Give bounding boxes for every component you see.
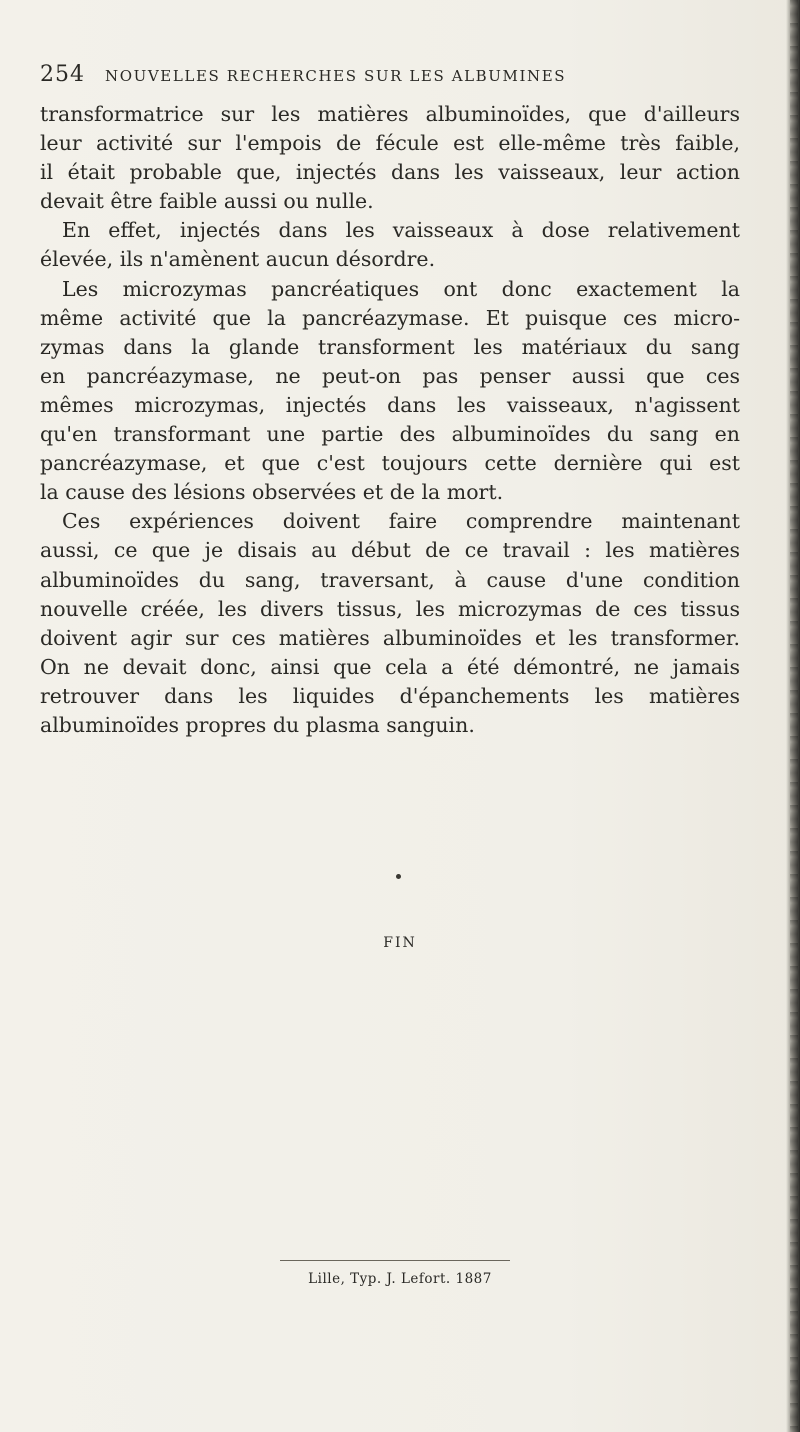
- running-head: NOUVELLES RECHERCHES SUR LES ALBUMINES: [105, 67, 567, 85]
- text-line: doivent agir sur ces matières albuminoïdes et les transformer.: [40, 625, 740, 650]
- text-line: aussi, ce que je disais au début de ce travail : les matières: [40, 538, 740, 563]
- footer-rule: [280, 1260, 510, 1261]
- text-line: leur activité sur l'empois de fécule est elle-même très faible,: [40, 131, 740, 156]
- printer-imprint: Lille, Typ. J. Lefort. 1887: [308, 1271, 492, 1287]
- text-line: qu'en transformant une partie des albuminoïdes du sang en: [40, 422, 740, 447]
- page-edge-texture: [790, 0, 798, 1432]
- text-line: pancréazymase, et que c'est toujours cette dernière qui est: [40, 451, 740, 476]
- paragraph: [40, 275, 740, 508]
- paragraph: [40, 216, 740, 274]
- text-line: retrouver dans les liquides d'épanchements les matières: [40, 683, 740, 708]
- text-line: On ne devait donc, ainsi que cela a été démontré, ne jamais: [40, 654, 740, 679]
- text-line: albuminoïdes du sang, traversant, à cause d'une condition: [40, 567, 740, 592]
- text-line: En effet, injectés dans les vaisseaux à dose relativement: [62, 218, 740, 243]
- ornament-dot: [396, 874, 401, 879]
- paragraph: [40, 100, 740, 216]
- text-line: même activité que la pancréazymase. Et puisque ces micro-: [40, 305, 740, 330]
- text-line: zymas dans la glande transforment les matériaux du sang: [40, 334, 740, 359]
- text-line: élevée, ils n'amènent aucun désordre.: [40, 247, 436, 272]
- text-line: mêmes microzymas, injectés dans les vaisseaux, n'agissent: [40, 392, 740, 417]
- text-line: Ces expériences doivent faire comprendre maintenant: [62, 509, 740, 534]
- page-number: 254: [40, 62, 85, 87]
- page-header: [40, 62, 740, 90]
- text-line: nouvelle créée, les divers tissus, les microzymas de ces tissus: [40, 596, 740, 621]
- text-line: Les microzymas pancréatiques ont donc exactement la: [62, 276, 740, 301]
- end-mark: FIN: [383, 935, 417, 951]
- text-line: albuminoïdes propres du plasma sanguin.: [40, 712, 475, 737]
- body-text: [40, 100, 740, 740]
- text-line: transformatrice sur les matières albuminoïdes, que d'ailleurs: [40, 102, 740, 126]
- text-line: en pancréazymase, ne peut-on pas penser aussi que ces: [40, 363, 740, 388]
- paragraph: [40, 507, 740, 740]
- text-line: devait être faible aussi ou nulle.: [40, 189, 374, 214]
- text-line: il était probable que, injectés dans les vaisseaux, leur action: [40, 160, 740, 185]
- text-line: la cause des lésions observées et de la mort.: [40, 480, 504, 505]
